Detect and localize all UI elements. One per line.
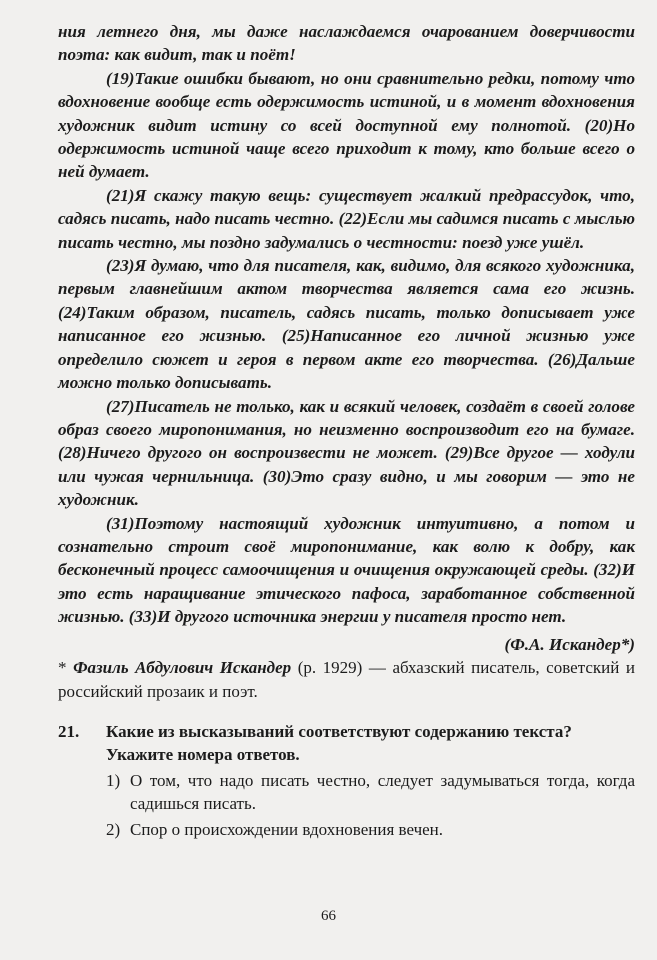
paragraph-21-22: (21)Я скажу такую вещь: существует жалкий предрассудок, что, садясь писать, надо писать честно. (22)Если мы садимся писать с мыслью писать честно, мы поздно задумались о честности: поезд уже ушёл. <box>58 185 635 252</box>
footnote-author-name: Фазиль Абдулович Искандер <box>73 657 292 677</box>
answer-option-1 <box>58 769 635 816</box>
author-attribution: (Ф.А. Искандер*) <box>504 634 635 654</box>
question-text: Какие из высказываний соответствуют содержанию текста? Укажите номера ответов. <box>106 721 572 765</box>
footnote-text: (р. 1929) — абхазский писатель, советский и российский прозаик и поэт. <box>58 657 635 701</box>
paragraph-19-20: (19)Такие ошибки бывают, но они сравнительно редки, потому что вдохновение вообще есть одержимость истиной, и в момент вдохновения художник видит истину со всей доступной ему полнотой. (20)Но одержимость истиной чаще всего приходит к тому, кто больше всего о ней думает. <box>58 68 635 182</box>
footnote <box>58 656 635 704</box>
footnote-marker: * <box>58 657 74 677</box>
question-21 <box>58 720 635 767</box>
page-number: 66 <box>321 908 336 924</box>
answer-list <box>58 769 635 842</box>
text-body <box>58 20 635 629</box>
question-number: 21. <box>58 721 80 741</box>
paragraph-31-33: (31)Поэтому настоящий художник интуитивно, а потом и сознательно строит своё миропонимание, как волю к добру, как бесконечный процесс самоочищения и очищения окружающей среды. (32)И это есть наращивание этического пафоса, заработанное собственной жизнью. (33)И другого источника энергии у писателя просто нет. <box>58 513 635 627</box>
answer-number: 1) <box>106 770 121 790</box>
paragraph-27-30: (27)Писатель не только, как и всякий человек, создаёт в своей голове образ своего миропонимания, но неизменно воспроизводит его на бумаге. (28)Ничего другого он воспроизвести не может. (29)Все другое — ходули или чужая чернильница. (30)Это сразу видно, и мы говорим — это не художник. <box>58 396 635 510</box>
paragraph-23-26: (23)Я думаю, что для писателя, как, видимо, для всякого художника, первым главнейшим актом творчества является сама его жизнь. (24)Таким образом, писатель, садясь писать, только дописывает уже написанное его жизнью. (25)Написанное его личной жизнью уже определило сюжет и героя в первом акте его творчества. (26)Дальше можно только дописывать. <box>58 256 635 393</box>
answer-text: Спор о происхождении вдохновения вечен. <box>130 819 444 839</box>
answer-text: О том, что надо писать честно, следует задумываться тогда, когда садишься писать. <box>130 770 635 814</box>
answer-number: 2) <box>106 819 121 839</box>
paragraph-continuation: ния летнего дня, мы даже наслаждаемся очарованием доверчивости поэта: как видит, так и поёт! <box>58 22 635 65</box>
answer-option-2 <box>58 818 635 842</box>
